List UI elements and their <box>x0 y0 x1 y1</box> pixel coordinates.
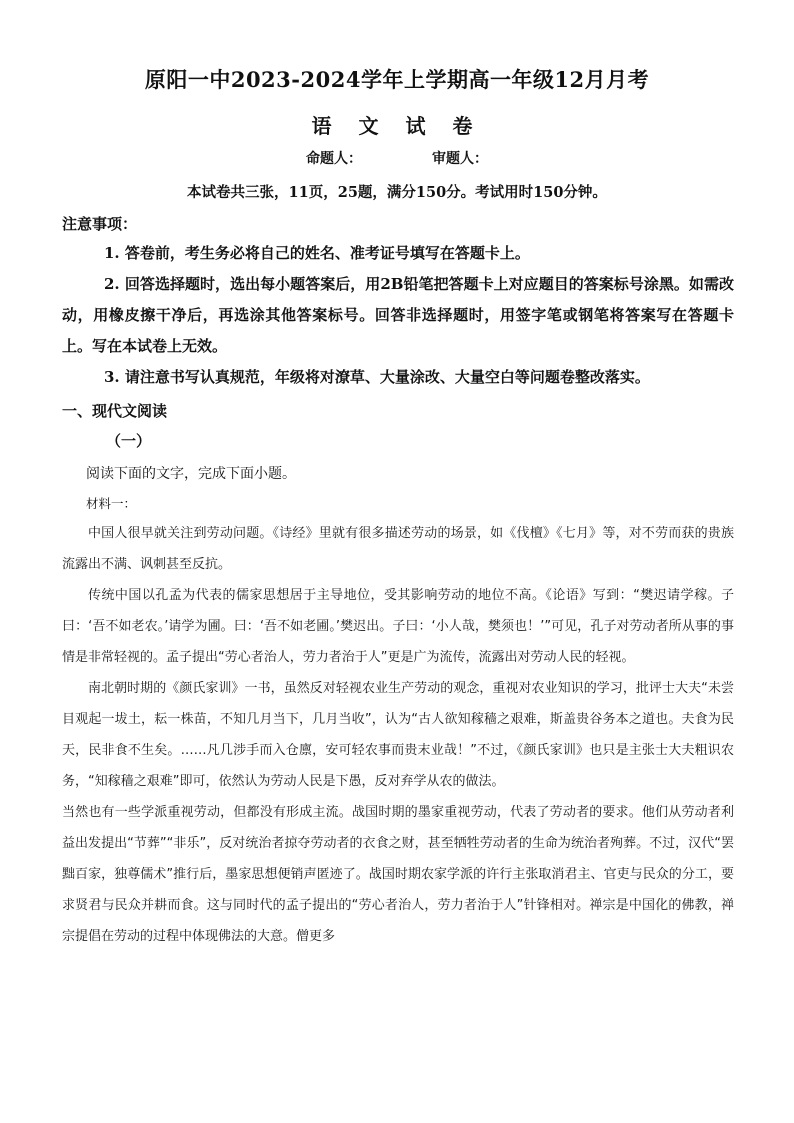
exam-title: 原阳一中2023-2024学年上学期高一年级12月月考 <box>144 67 650 92</box>
section-heading: 一、现代文阅读 <box>62 402 168 420</box>
subject-title: 语 文 试 卷 <box>311 114 483 138</box>
setters-line <box>0 148 794 168</box>
passage-paragraph: 中国人很早就关注到劳动问题。《诗经》里就有很多描述劳动的场景，如《伐檀》《七月》等，对不劳而获的贵族流露出不满、讽刺甚至反抗。 <box>62 526 734 572</box>
note-text: 1. 答卷前，考生务必将自己的姓名、准考证号填写在答题卡上。 <box>104 244 530 262</box>
passage-paragraph: 当然也有一些学派重视劳动，但都没有形成主流。战国时期的墨家重视劳动，代表了劳动者的要求。他们从劳动者利益出发提出“节葬”“非乐”，反对统治者掠夺劳动者的衣食之财，甚至牺牲劳动者的生命为统治者殉葬。不过，汉代“罢黜百家，独尊儒术”推行后，墨家思想便销声匿迹了。战国时期农家学派的许行主张取消君主、官吏与民众的分工，要求贤君与民众并耕而食。这与同时代的孟子提出的“劳心者治人，劳力者治于人”针锋相对。禅宗是中国化的佛教，禅宗提倡在劳动的过程中体现佛法的大意。僧更多 <box>62 805 734 944</box>
subsection-heading: （一） <box>106 432 152 450</box>
setter-label: 命题人： <box>306 151 362 167</box>
passage-paragraph: 南北朝时期的《颜氏家训》一书，虽然反对轻视农业生产劳动的观念，重视对农业知识的学习，批评士大夫“未尝目观起一坺土，耘一株苗，不知几月当下，几月当收”，认为“古人欲知稼穑之艰难，斯盖贵谷务本之道也。夫食为民天，民非食不生矣。……凡几涉手而入仓廪，安可轻农事而贵末业哉！”不过，《颜氏家训》也只是主张士大夫粗识农务，“知稼穑之艰难”即可，依然认为劳动人民是下愚，反对弃学从农的做法。 <box>62 681 734 789</box>
reviewer-label: 审题人： <box>432 151 488 167</box>
exam-info: 本试卷共三张，11页，25题，满分150分。考试用时150分钟。 <box>187 184 607 201</box>
note-item <box>62 238 734 269</box>
note-item <box>62 362 734 393</box>
material-label: 材料一： <box>86 496 137 511</box>
reading-instruction: 阅读下面的文字，完成下面小题。 <box>86 466 296 482</box>
note-text: 2. 回答选择题时，选出每小题答案后，用2B铅笔把答题卡上对应题目的答案标号涂黑。如需改动，用橡皮擦干净后，再选涂其他答案标号。回答非选择题时，用签字笔或钢笔将答案写在答题卡上。写在本试卷上无效。 <box>62 275 734 355</box>
passage-paragraph: 传统中国以孔孟为代表的儒家思想居于主导地位，受其影响劳动的地位不高。《论语》写到：“樊迟请学稼。子曰：‘吾不如老农。’请学为圃。曰：‘吾不如老圃。’樊迟出。子曰：‘小人哉，樊须也！’”可见，孔子对劳动者所从事的事情是非常轻视的。孟子提出“劳心者治人，劳力者治于人”更是广为流传，流露出对劳动人民的轻视。 <box>62 588 734 665</box>
notes-heading: 注意事项： <box>62 215 138 233</box>
passage <box>62 518 734 952</box>
note-text: 3. 请注意书写认真规范，年级将对潦草、大量涂改、大量空白等问题卷整改落实。 <box>104 368 650 386</box>
note-item <box>62 269 734 362</box>
